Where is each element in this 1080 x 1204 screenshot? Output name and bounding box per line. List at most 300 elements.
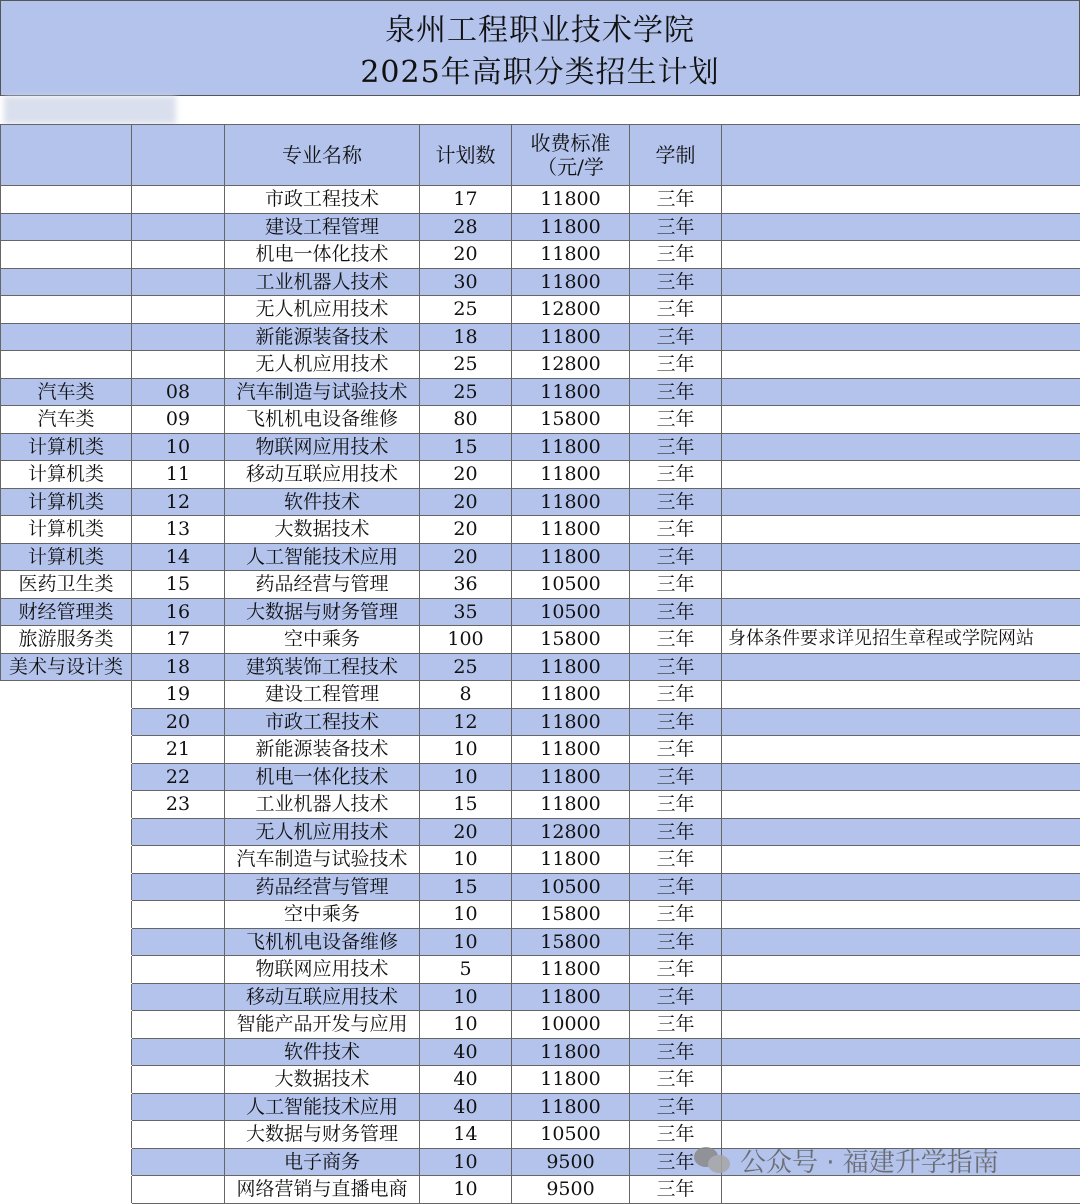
fee-cell: 11800 xyxy=(512,186,630,214)
table-row xyxy=(1,543,1080,571)
plan-cell: 25 xyxy=(420,296,512,324)
note-cell xyxy=(722,653,1080,681)
note-cell xyxy=(722,1038,1080,1066)
duration-cell: 三年 xyxy=(630,186,722,214)
category-cell: 医药卫生类 xyxy=(1,571,132,599)
code-cell xyxy=(132,1011,225,1039)
plan-cell: 40 xyxy=(420,1093,512,1121)
note-cell xyxy=(722,598,1080,626)
fee-cell: 11800 xyxy=(512,378,630,406)
fee-cell: 11800 xyxy=(512,543,630,571)
category-cell xyxy=(1,213,132,241)
plan-cell: 12 xyxy=(420,708,512,736)
major-cell: 大数据与财务管理 xyxy=(225,598,420,626)
duration-cell: 三年 xyxy=(630,351,722,379)
table-row xyxy=(1,1011,1080,1039)
plan-cell: 20 xyxy=(420,461,512,489)
major-cell: 移动互联应用技术 xyxy=(225,461,420,489)
category-cell xyxy=(1,818,132,846)
category-cell xyxy=(1,763,132,791)
major-cell: 空中乘务 xyxy=(225,626,420,654)
duration-cell: 三年 xyxy=(630,406,722,434)
plan-cell: 20 xyxy=(420,818,512,846)
table-row xyxy=(1,323,1080,351)
duration-cell: 三年 xyxy=(630,681,722,709)
plan-cell: 17 xyxy=(420,186,512,214)
note-cell xyxy=(722,323,1080,351)
plan-cell: 25 xyxy=(420,351,512,379)
code-cell xyxy=(132,296,225,324)
duration-cell: 三年 xyxy=(630,433,722,461)
duration-cell: 三年 xyxy=(630,323,722,351)
fee-cell: 11800 xyxy=(512,461,630,489)
table-row xyxy=(1,1093,1080,1121)
note-cell xyxy=(722,406,1080,434)
header-duration: 学制 xyxy=(630,125,722,186)
major-cell: 工业机器人技术 xyxy=(225,791,420,819)
plan-cell: 14 xyxy=(420,1121,512,1149)
major-cell: 机电一体化技术 xyxy=(225,763,420,791)
header-code xyxy=(132,125,225,186)
code-cell xyxy=(132,213,225,241)
school-name: 泉州工程职业技术学院 xyxy=(1,13,1079,49)
category-cell xyxy=(1,681,132,709)
plan-title: 2025年高职分类招生计划 xyxy=(1,55,1079,91)
category-cell xyxy=(1,873,132,901)
table-row xyxy=(1,1176,1080,1204)
category-cell xyxy=(1,241,132,269)
code-cell: 16 xyxy=(132,598,225,626)
duration-cell: 三年 xyxy=(630,1011,722,1039)
table-row xyxy=(1,571,1080,599)
major-cell: 智能产品开发与应用 xyxy=(225,1011,420,1039)
fee-cell: 9500 xyxy=(512,1148,630,1176)
code-cell: 18 xyxy=(132,653,225,681)
code-cell: 19 xyxy=(132,681,225,709)
table-row xyxy=(1,378,1080,406)
duration-cell: 三年 xyxy=(630,956,722,984)
table-row xyxy=(1,1038,1080,1066)
wechat-icon xyxy=(694,1145,732,1175)
major-cell: 物联网应用技术 xyxy=(225,433,420,461)
major-cell: 无人机应用技术 xyxy=(225,818,420,846)
duration-cell: 三年 xyxy=(630,213,722,241)
category-cell xyxy=(1,846,132,874)
major-cell: 汽车制造与试验技术 xyxy=(225,846,420,874)
plan-cell: 10 xyxy=(420,1176,512,1204)
duration-cell: 三年 xyxy=(630,846,722,874)
category-cell xyxy=(1,1011,132,1039)
duration-cell: 三年 xyxy=(630,296,722,324)
note-cell xyxy=(722,763,1080,791)
code-cell: 22 xyxy=(132,763,225,791)
plan-cell: 10 xyxy=(420,763,512,791)
table-row xyxy=(1,956,1080,984)
note-cell xyxy=(722,681,1080,709)
note-cell xyxy=(722,516,1080,544)
note-cell xyxy=(722,736,1080,764)
duration-cell: 三年 xyxy=(630,598,722,626)
duration-cell: 三年 xyxy=(630,461,722,489)
note-cell xyxy=(722,268,1080,296)
code-cell xyxy=(132,268,225,296)
plan-cell: 40 xyxy=(420,1038,512,1066)
duration-cell: 三年 xyxy=(630,928,722,956)
category-cell: 财经管理类 xyxy=(1,598,132,626)
category-cell: 汽车类 xyxy=(1,406,132,434)
major-cell: 飞机机电设备维修 xyxy=(225,406,420,434)
note-cell xyxy=(722,1093,1080,1121)
duration-cell: 三年 xyxy=(630,378,722,406)
category-cell xyxy=(1,1038,132,1066)
fee-cell: 11800 xyxy=(512,791,630,819)
major-cell: 无人机应用技术 xyxy=(225,296,420,324)
category-cell xyxy=(1,186,132,214)
plan-cell: 10 xyxy=(420,846,512,874)
header-major: 专业名称 xyxy=(225,125,420,186)
fee-cell: 12800 xyxy=(512,351,630,379)
category-cell xyxy=(1,1176,132,1204)
table-row xyxy=(1,901,1080,929)
table-row xyxy=(1,791,1080,819)
category-cell xyxy=(1,323,132,351)
plan-cell: 15 xyxy=(420,873,512,901)
major-cell: 人工智能技术应用 xyxy=(225,543,420,571)
fee-cell: 11800 xyxy=(512,213,630,241)
major-cell: 大数据技术 xyxy=(225,516,420,544)
code-cell xyxy=(132,1121,225,1149)
major-cell: 建筑装饰工程技术 xyxy=(225,653,420,681)
fee-cell: 11800 xyxy=(512,488,630,516)
fee-cell: 11800 xyxy=(512,956,630,984)
fee-cell: 10500 xyxy=(512,571,630,599)
fee-cell: 11800 xyxy=(512,323,630,351)
plan-cell: 20 xyxy=(420,241,512,269)
code-cell: 23 xyxy=(132,791,225,819)
plan-cell: 25 xyxy=(420,378,512,406)
code-cell xyxy=(132,1066,225,1094)
note-cell xyxy=(722,983,1080,1011)
category-cell: 汽车类 xyxy=(1,378,132,406)
category-cell: 计算机类 xyxy=(1,516,132,544)
plan-cell: 36 xyxy=(420,571,512,599)
category-cell xyxy=(1,708,132,736)
fee-cell: 11800 xyxy=(512,1066,630,1094)
code-cell xyxy=(132,956,225,984)
category-cell xyxy=(1,1121,132,1149)
code-cell: 14 xyxy=(132,543,225,571)
code-cell: 17 xyxy=(132,626,225,654)
fee-cell: 11800 xyxy=(512,736,630,764)
code-cell: 11 xyxy=(132,461,225,489)
major-cell: 工业机器人技术 xyxy=(225,268,420,296)
category-cell: 旅游服务类 xyxy=(1,626,132,654)
code-cell xyxy=(132,846,225,874)
category-cell: 计算机类 xyxy=(1,461,132,489)
code-cell xyxy=(132,351,225,379)
plan-cell: 10 xyxy=(420,1011,512,1039)
major-cell: 飞机机电设备维修 xyxy=(225,928,420,956)
plan-cell: 10 xyxy=(420,1148,512,1176)
watermark-text: 公众号 · 福建升学指南 xyxy=(740,1142,999,1179)
table-row xyxy=(1,1066,1080,1094)
fee-cell: 11800 xyxy=(512,268,630,296)
duration-cell: 三年 xyxy=(630,1093,722,1121)
table-row xyxy=(1,983,1080,1011)
major-cell: 建设工程管理 xyxy=(225,681,420,709)
fee-cell: 9500 xyxy=(512,1176,630,1204)
note-cell xyxy=(722,928,1080,956)
major-cell: 人工智能技术应用 xyxy=(225,1093,420,1121)
table-row xyxy=(1,873,1080,901)
table-row xyxy=(1,241,1080,269)
fee-cell: 12800 xyxy=(512,296,630,324)
category-cell xyxy=(1,956,132,984)
note-cell xyxy=(722,818,1080,846)
duration-cell: 三年 xyxy=(630,708,722,736)
major-cell: 新能源装备技术 xyxy=(225,323,420,351)
note-cell xyxy=(722,901,1080,929)
table-row xyxy=(1,763,1080,791)
major-cell: 大数据技术 xyxy=(225,1066,420,1094)
category-cell: 计算机类 xyxy=(1,433,132,461)
code-cell xyxy=(132,241,225,269)
plan-cell: 25 xyxy=(420,653,512,681)
plan-cell: 15 xyxy=(420,433,512,461)
redacted-subheading xyxy=(4,96,176,124)
note-cell xyxy=(722,1011,1080,1039)
plan-cell: 10 xyxy=(420,983,512,1011)
note-cell xyxy=(722,1176,1080,1204)
major-cell: 建设工程管理 xyxy=(225,213,420,241)
code-cell xyxy=(132,818,225,846)
plan-cell: 100 xyxy=(420,626,512,654)
major-cell: 药品经营与管理 xyxy=(225,873,420,901)
fee-cell: 11800 xyxy=(512,983,630,1011)
title-banner xyxy=(0,0,1080,96)
category-cell xyxy=(1,983,132,1011)
note-cell xyxy=(722,873,1080,901)
plan-cell: 10 xyxy=(420,736,512,764)
major-cell: 无人机应用技术 xyxy=(225,351,420,379)
code-cell xyxy=(132,983,225,1011)
plan-cell: 5 xyxy=(420,956,512,984)
major-cell: 软件技术 xyxy=(225,488,420,516)
plan-cell: 20 xyxy=(420,488,512,516)
table-row xyxy=(1,488,1080,516)
header-category xyxy=(1,125,132,186)
duration-cell: 三年 xyxy=(630,818,722,846)
plan-cell: 10 xyxy=(420,901,512,929)
note-cell xyxy=(722,846,1080,874)
table-row xyxy=(1,736,1080,764)
note-cell xyxy=(722,708,1080,736)
code-cell xyxy=(132,1176,225,1204)
code-cell: 09 xyxy=(132,406,225,434)
category-cell xyxy=(1,1093,132,1121)
code-cell: 15 xyxy=(132,571,225,599)
code-cell xyxy=(132,1148,225,1176)
category-cell xyxy=(1,901,132,929)
note-cell xyxy=(722,571,1080,599)
note-cell xyxy=(722,543,1080,571)
duration-cell: 三年 xyxy=(630,543,722,571)
table-row xyxy=(1,681,1080,709)
note-cell xyxy=(722,433,1080,461)
code-cell xyxy=(132,186,225,214)
category-cell: 计算机类 xyxy=(1,543,132,571)
category-cell xyxy=(1,351,132,379)
header-plan: 计划数 xyxy=(420,125,512,186)
table-row xyxy=(1,626,1080,654)
note-cell xyxy=(722,956,1080,984)
category-cell: 计算机类 xyxy=(1,488,132,516)
table-row xyxy=(1,406,1080,434)
plan-cell: 28 xyxy=(420,213,512,241)
fee-cell: 11800 xyxy=(512,681,630,709)
duration-cell: 三年 xyxy=(630,763,722,791)
code-cell: 13 xyxy=(132,516,225,544)
plan-cell: 10 xyxy=(420,928,512,956)
note-cell xyxy=(722,461,1080,489)
fee-cell: 11800 xyxy=(512,763,630,791)
code-cell: 21 xyxy=(132,736,225,764)
category-cell: 美术与设计类 xyxy=(1,653,132,681)
plan-cell: 40 xyxy=(420,1066,512,1094)
code-cell: 12 xyxy=(132,488,225,516)
duration-cell: 三年 xyxy=(630,873,722,901)
code-cell xyxy=(132,1038,225,1066)
major-cell: 软件技术 xyxy=(225,1038,420,1066)
duration-cell: 三年 xyxy=(630,571,722,599)
major-cell: 空中乘务 xyxy=(225,901,420,929)
fee-cell: 11800 xyxy=(512,433,630,461)
duration-cell: 三年 xyxy=(630,1148,722,1176)
duration-cell: 三年 xyxy=(630,516,722,544)
note-cell xyxy=(722,186,1080,214)
table-row xyxy=(1,186,1080,214)
note-cell xyxy=(722,296,1080,324)
table-row xyxy=(1,653,1080,681)
table-row xyxy=(1,598,1080,626)
table-row xyxy=(1,351,1080,379)
fee-cell: 10500 xyxy=(512,1121,630,1149)
code-cell xyxy=(132,323,225,351)
fee-cell: 10000 xyxy=(512,1011,630,1039)
code-cell: 20 xyxy=(132,708,225,736)
plan-cell: 18 xyxy=(420,323,512,351)
major-cell: 移动互联应用技术 xyxy=(225,983,420,1011)
duration-cell: 三年 xyxy=(630,901,722,929)
duration-cell: 三年 xyxy=(630,791,722,819)
table-row xyxy=(1,818,1080,846)
table-row xyxy=(1,296,1080,324)
category-cell xyxy=(1,268,132,296)
fee-cell: 11800 xyxy=(512,708,630,736)
fee-cell: 10500 xyxy=(512,598,630,626)
duration-cell: 三年 xyxy=(630,1121,722,1149)
plan-cell: 35 xyxy=(420,598,512,626)
table-row xyxy=(1,461,1080,489)
fee-cell: 15800 xyxy=(512,928,630,956)
fee-cell: 11800 xyxy=(512,846,630,874)
major-cell: 市政工程技术 xyxy=(225,708,420,736)
plan-cell: 8 xyxy=(420,681,512,709)
major-cell: 汽车制造与试验技术 xyxy=(225,378,420,406)
fee-cell: 10500 xyxy=(512,873,630,901)
major-cell: 新能源装备技术 xyxy=(225,736,420,764)
header-fee: 收费标准（元/学 xyxy=(512,125,630,186)
fee-cell: 15800 xyxy=(512,406,630,434)
table-row xyxy=(1,433,1080,461)
duration-cell: 三年 xyxy=(630,736,722,764)
major-cell: 大数据与财务管理 xyxy=(225,1121,420,1149)
major-cell: 电子商务 xyxy=(225,1148,420,1176)
category-cell xyxy=(1,736,132,764)
header-note xyxy=(722,125,1080,186)
note-cell xyxy=(722,791,1080,819)
fee-cell: 11800 xyxy=(512,241,630,269)
major-cell: 市政工程技术 xyxy=(225,186,420,214)
category-cell xyxy=(1,791,132,819)
plan-cell: 20 xyxy=(420,543,512,571)
plan-cell: 80 xyxy=(420,406,512,434)
code-cell xyxy=(132,901,225,929)
note-cell xyxy=(722,488,1080,516)
code-cell: 10 xyxy=(132,433,225,461)
note-cell xyxy=(722,351,1080,379)
duration-cell: 三年 xyxy=(630,653,722,681)
duration-cell: 三年 xyxy=(630,1066,722,1094)
table-row xyxy=(1,846,1080,874)
table-row xyxy=(1,268,1080,296)
fee-cell: 15800 xyxy=(512,901,630,929)
note-cell: 身体条件要求详见招生章程或学院网站 xyxy=(722,626,1080,654)
fee-cell: 11800 xyxy=(512,653,630,681)
major-cell: 机电一体化技术 xyxy=(225,241,420,269)
enrollment-plan-table xyxy=(0,124,1080,1204)
table-row xyxy=(1,516,1080,544)
note-cell xyxy=(722,1066,1080,1094)
major-cell: 药品经营与管理 xyxy=(225,571,420,599)
duration-cell: 三年 xyxy=(630,983,722,1011)
code-cell xyxy=(132,1093,225,1121)
category-cell xyxy=(1,296,132,324)
major-cell: 物联网应用技术 xyxy=(225,956,420,984)
major-cell: 网络营销与直播电商 xyxy=(225,1176,420,1204)
duration-cell: 三年 xyxy=(630,488,722,516)
plan-cell: 30 xyxy=(420,268,512,296)
category-cell xyxy=(1,928,132,956)
plan-cell: 20 xyxy=(420,516,512,544)
fee-cell: 15800 xyxy=(512,626,630,654)
note-cell xyxy=(722,213,1080,241)
duration-cell: 三年 xyxy=(630,626,722,654)
fee-cell: 12800 xyxy=(512,818,630,846)
fee-cell: 11800 xyxy=(512,1093,630,1121)
duration-cell: 三年 xyxy=(630,1176,722,1204)
note-cell xyxy=(722,378,1080,406)
category-cell xyxy=(1,1066,132,1094)
fee-cell: 11800 xyxy=(512,1038,630,1066)
duration-cell: 三年 xyxy=(630,1038,722,1066)
table-row xyxy=(1,708,1080,736)
table-row xyxy=(1,213,1080,241)
code-cell xyxy=(132,928,225,956)
category-cell xyxy=(1,1148,132,1176)
code-cell: 08 xyxy=(132,378,225,406)
code-cell xyxy=(132,873,225,901)
